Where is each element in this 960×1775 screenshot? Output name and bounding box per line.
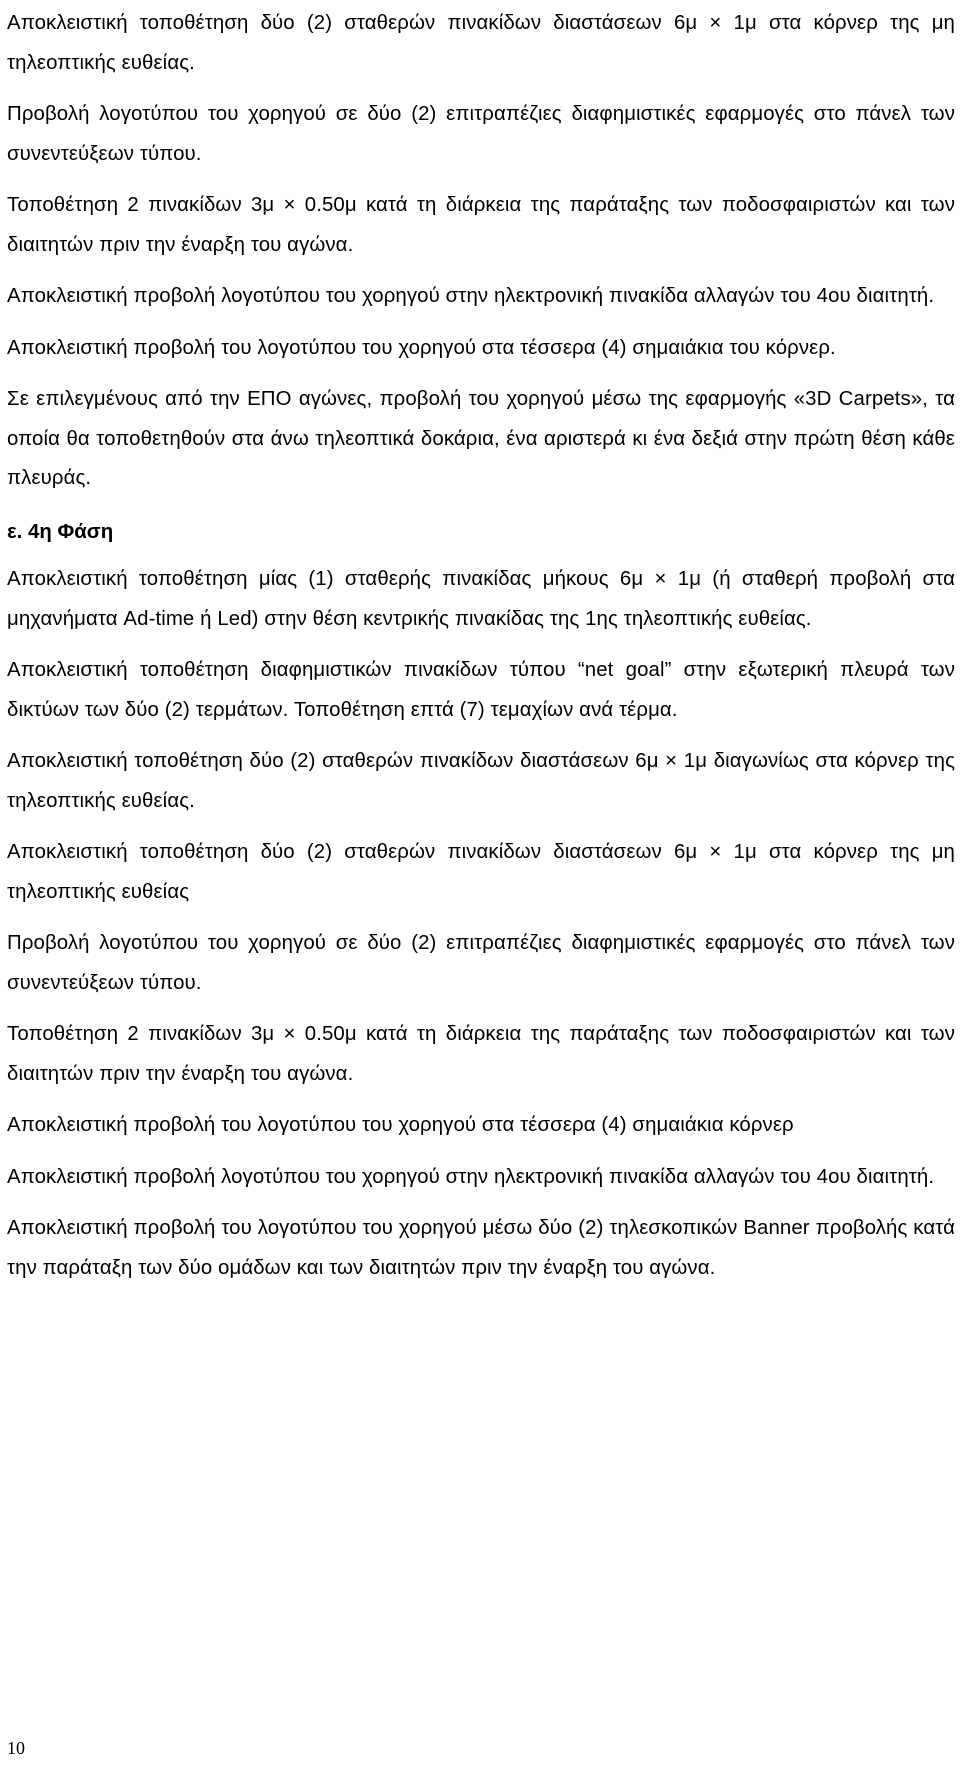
paragraph: Προβολή λογοτύπου του χορηγού σε δύο (2) επιτραπέζιες διαφημιστικές εφαρμογές στο πάνελ των συνεντεύξεων τύπου. [7, 103, 955, 165]
paragraph: Τοποθέτηση 2 πινακίδων 3μ × 0.50μ κατά τη διάρκεια της παράταξης των ποδοσφαιριστών και των διαιτητών πριν την έναρξη του αγώνα. [7, 194, 955, 256]
paragraph: Αποκλειστική προβολή του λογοτύπου του χορηγού στα τέσσερα (4) σημαιάκια κόρνερ [7, 1114, 794, 1136]
paragraph: Αποκλειστική προβολή λογοτύπου του χορηγού στην ηλεκτρονική πινακίδα αλλαγών του 4ου διαιτητή. [7, 1165, 935, 1188]
paragraph: Αποκλειστική τοποθέτηση διαφημιστικών πινακίδων τύπου “net goal” στην εξωτερική πλευρά των δικτύων των δύο (2) τερμάτων. Τοποθέτηση επτά (7) τεμαχίων ανά τέρμα. [7, 659, 955, 721]
paragraph: Αποκλειστική τοποθέτηση δύο (2) σταθερών πινακίδων διαστάσεων 6μ × 1μ στα κόρνερ της μη τηλεοπτικής ευθείας [7, 841, 955, 903]
paragraph: Αποκλειστική προβολή λογοτύπου του χορηγού στην ηλεκτρονική πινακίδα αλλαγών του 4ου διαιτητή. [7, 285, 935, 307]
paragraph: Αποκλειστική τοποθέτηση δύο (2) σταθερών πινακίδων διαστάσεων 6μ × 1μ στα κόρνερ της μη τηλεοπτικής ευθείας. [7, 12, 955, 74]
document-body [7, 4, 955, 1288]
paragraph: Αποκλειστική τοποθέτηση δύο (2) σταθερών πινακίδων διαστάσεων 6μ × 1μ διαγωνίως στα κόρνερ της τηλεοπτικής ευθείας. [7, 750, 955, 812]
page-number: 10 [7, 1738, 25, 1758]
paragraph: Αποκλειστική προβολή του λογοτύπου του χορηγού στα τέσσερα (4) σημαιάκια του κόρνερ. [7, 336, 836, 359]
paragraph: Τοποθέτηση 2 πινακίδων 3μ × 0.50μ κατά τη διάρκεια της παράταξης των ποδοσφαιριστών και των διαιτητών πριν την έναρξη του αγώνα. [7, 1023, 955, 1085]
paragraph: Προβολή λογοτύπου του χορηγού σε δύο (2) επιτραπέζιες διαφημιστικές εφαρμογές στο πάνελ των συνεντεύξεων τύπου. [7, 932, 955, 994]
paragraph: Αποκλειστική τοποθέτηση μίας (1) σταθερής πινακίδας μήκους 6μ × 1μ (ή σταθερή προβολή στα μηχανήματα Ad-time ή Led) στην θέση κεντρικής πινακίδας της 1ης τηλεοπτικής ευθείας. [7, 568, 955, 630]
paragraph: Αποκλειστική προβολή του λογοτύπου του χορηγού μέσω δύο (2) τηλεσκοπικών Banner προβολής κατά την παράταξη των δύο ομάδων και των διαιτητών πριν την έναρξη του αγώνα. [7, 1217, 955, 1279]
paragraph: Σε επιλεγμένους από την ΕΠΟ αγώνες, προβολή του χορηγού μέσω της εφαρμογής «3D Carpets», τα οποία θα τοποθετηθούν στα άνω τηλεοπτικά δοκάρια, ένα αριστερά κι ένα δεξιά στην πρώτη θέση κάθε πλευράς. [7, 388, 955, 489]
section-heading: ε. 4η Φάση [7, 520, 114, 543]
